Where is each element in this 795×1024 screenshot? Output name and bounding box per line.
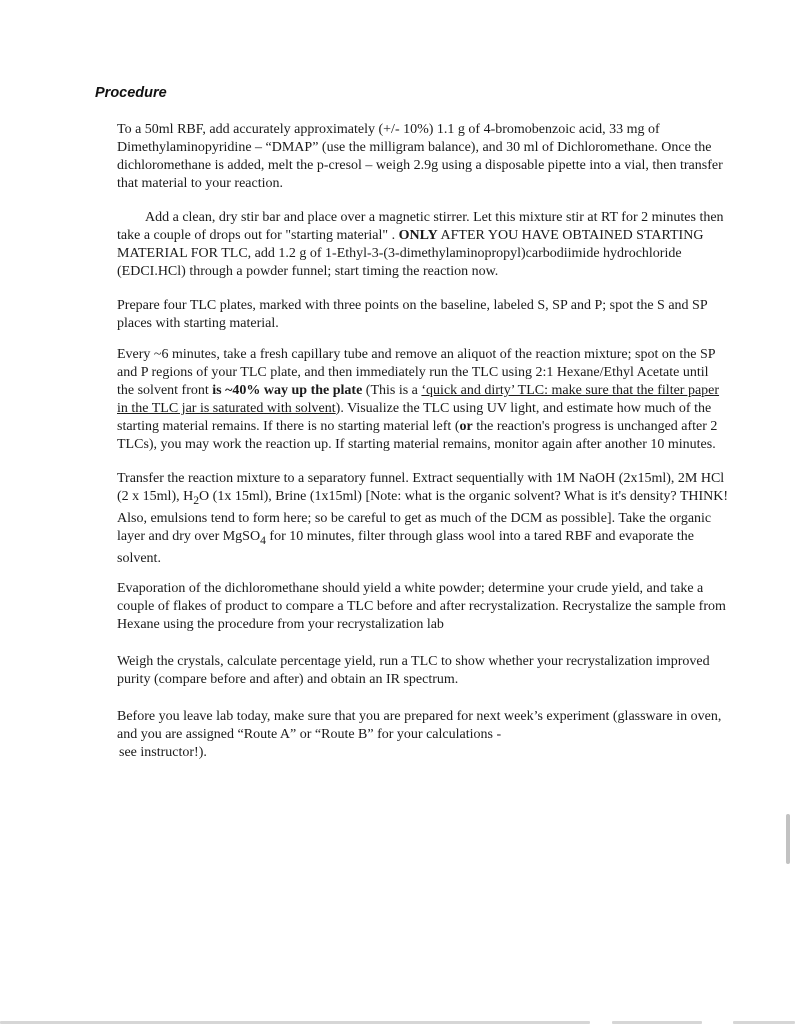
underlined-tlc-note: ‘quick and dirty’ TLC: make sure that the filter paper in the TLC jar is saturated with solvent: [117, 383, 720, 416]
paragraph-before-leaving: [117, 708, 729, 762]
paragraph-setup: To a 50ml RBF, add accurately approximately (+/- 10%) 1.1 g of 4-bromobenzoic acid, 33 mg of Dimethylaminopyridine – “DMAP” (use the milligram balance), and 30 ml of Dichloromethane. Once the dichloromethane is added, melt the p-cresol – weigh 2.9g using a disposable pipette into a vial, then transfer that material to your reaction.: [117, 122, 723, 191]
paragraph-monitoring-text: Every ~6 minutes, take a fresh capillary tube and remove an aliquot of the reaction mixture; spot on the SP and P regions of your TLC plate, and then immediately run the TLC using 2:1 Hexane/Ethyl Acetate until the solvent front: [117, 347, 715, 398]
paragraph-monitoring: [117, 346, 729, 454]
subscript-2: 2: [193, 493, 200, 507]
paragraph-monitoring-text: ). Visualize the TLC using UV light, and estimate how much of the starting material remains. If there is no starting material left (: [117, 401, 712, 434]
emphasis-solvent-front: is ~40% way up the plate: [212, 383, 363, 398]
emphasis-or: or: [459, 419, 473, 434]
paragraph-monitoring-text: the reaction's progress is unchanged after 2 TLCs), you may work the reaction up. If starting material remains, monitor again after another 10 minutes.: [117, 419, 718, 452]
paragraph-stirring: [117, 209, 729, 281]
paragraph-stirring-text: AFTER YOU HAVE OBTAINED STARTING MATERIAL FOR TLC, add 1.2 g of 1-Ethyl-3-(3-dimethylaminopropyl)carbodiimide hydrochloride (EDCI.HCl) through a powder funnel; start timing the reaction now.: [117, 228, 704, 279]
paragraph-extraction: [117, 470, 729, 568]
procedure-body: [117, 121, 729, 778]
paragraph-tlc-plates: Prepare four TLC plates, marked with three points on the baseline, labeled S, SP and P; spot the S and SP places with starting material.: [117, 298, 708, 331]
paragraph-evaporation: Evaporation of the dichloromethane should yield a white powder; determine your crude yield, and take a couple of flakes of product to compare a TLC before and after recrystalization. Recrystalize the sample from Hexane using the procedure from your recrystalization lab: [117, 580, 726, 632]
paragraph-extraction-text: Transfer the reaction mixture to a separatory funnel. Extract sequentially with 1M NaOH (2x15ml), 2M HCl (2 x 15ml), H: [117, 471, 725, 504]
subscript-4: 4: [260, 533, 266, 547]
paragraph-yield: Weigh the crystals, calculate percentage yield, run a TLC to show whether your recrystalization improved purity (compare before and after) and obtain an IR spectrum.: [117, 653, 710, 687]
paragraph-stirring-text: Add a clean, dry stir bar and place over a magnetic stirrer. Let this mixture stir at RT for 2 minutes then take a couple of drops out for "starting material" .: [117, 210, 724, 243]
vertical-scrollbar[interactable]: [786, 814, 790, 864]
paragraph-extraction-text: for 10 minutes, filter through glass wool into a tared RBF and evaporate the solvent.: [117, 528, 694, 566]
paragraph-before-leaving-tail: see instructor!).: [119, 744, 207, 760]
section-heading: Procedure: [95, 85, 167, 101]
emphasis-only: ONLY: [398, 228, 438, 243]
paragraph-before-leaving-text: Before you leave lab today, make sure that you are prepared for next week’s experiment (glassware in oven, and you are assigned “Route A” or “Route B” for your calculations -: [117, 708, 722, 742]
paragraph-extraction-text: O (1x 15ml), Brine (1x15ml) [Note: what is the organic solvent? What is it's density? THINK! Also, emulsions tend to form here; so be careful to get as much of the DCM as possible]. Take the organic layer and dry over MgSO: [117, 489, 729, 544]
paragraph-monitoring-text: (This is a: [362, 383, 422, 398]
